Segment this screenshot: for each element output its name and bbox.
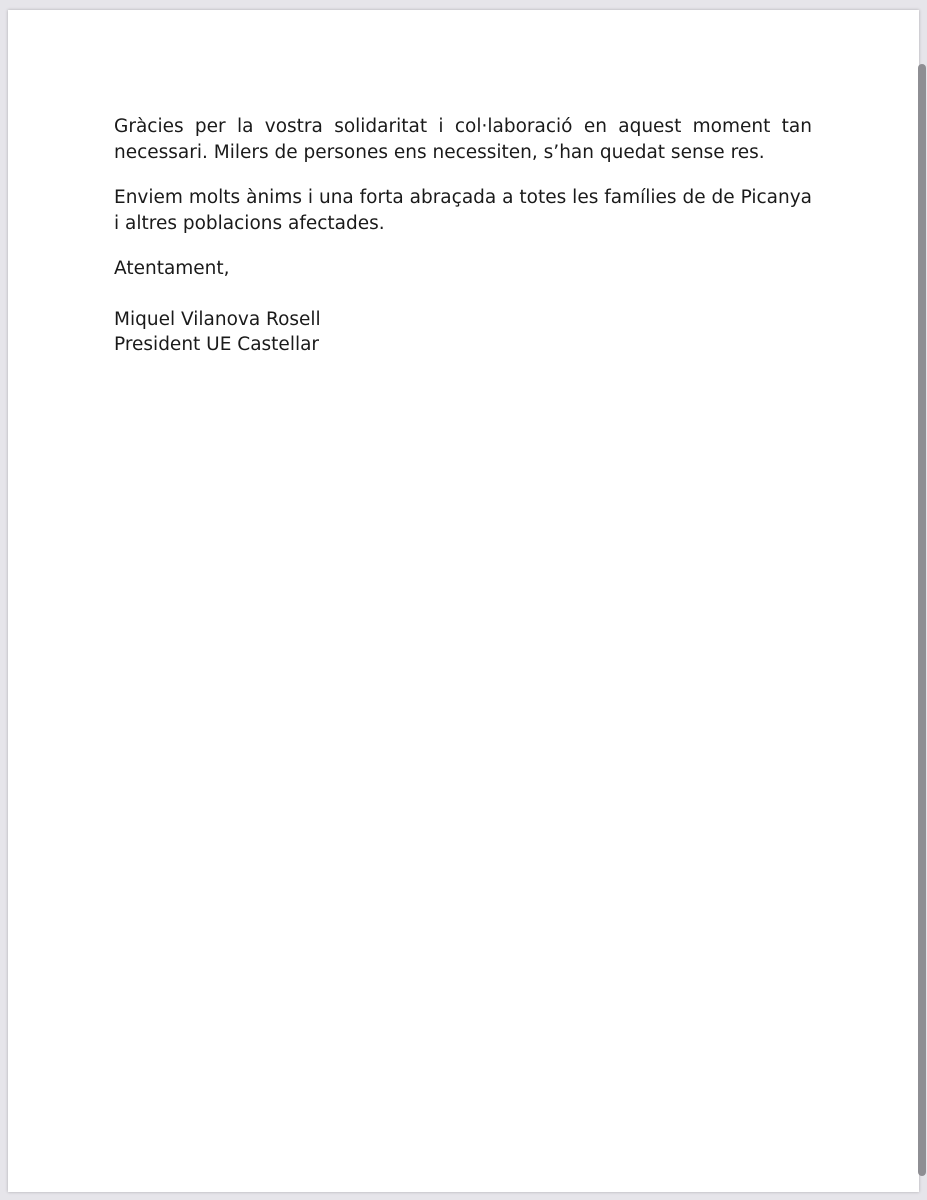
signature-title: President UE Castellar [114,334,320,355]
document-page [8,10,919,1192]
letter-paragraph-2: Enviem molts ànims i una forta abraçada a totes les famílies de de Picanya i altres poblacions afectades. [114,187,812,234]
letter-paragraph-1: Gràcies per la vostra solidaritat i col·laboració en aquest moment tan necessari. Milers de persones ens necessiten, s’han quedat sense res. [114,116,812,163]
signature-block [114,307,812,358]
signature-name: Miquel Vilanova Rosell [114,308,321,330]
letter-body [114,114,812,358]
scrollbar-thumb[interactable] [918,64,926,1176]
letter-closing: Atentament, [114,258,230,279]
vertical-scrollbar[interactable] [917,0,927,1200]
